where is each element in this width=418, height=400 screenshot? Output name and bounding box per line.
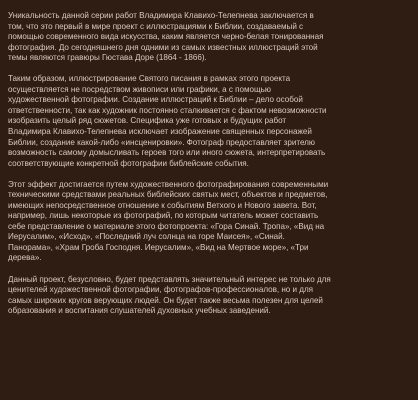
paragraph-method: Таким образом, иллюстрирование Святого писания в рамках этого проекта осуществляется не посредством живописи или графики, а с помощью художественной фотографии. Создание иллюстраций к Библии – дело особой ответственности, так как художник постоянно сталкивается с фактом невозможности изобразить целый ряд сюжетов. Специфика уже готовых и будущих работ Владимира Клавихо-Телепнева исключает изображение священных персонажей Библии, создание какой-либо «инсценировки». Фотограф предоставляет зрителю возможность самому домысливать героев того или иного сюжета, интерпретировать соответствующие конкретной фотографии библейские события. [8, 74, 327, 168]
paragraph-effect: Этот эффект достигается путем художественного фотографирования современными техническими средствами реальных библейских святых мест, объектов и предметов, имеющих непосредственное отношение к событиям Ветхого и Нового завета. Вот, например, лишь некоторые из фотографий, по которым читатель может составить себе представление о материале этого фотопроекта: «Гора Синай. Тропа», «Вид на Иерусалим», «Исход», «Последний луч солнца на горе Маисея», «Синай. Панорама», «Храм Гроба Господня. Иерусалим», «Вид на Мертвое море», «Три дерева». [8, 179, 329, 263]
paragraph-conclusion: Данный проект, безусловно, будет представлять значительный интерес не только для ценителей художественной фотографии, фотографов-профессионалов, но и для самых широких кругов верующих людей. Он будет также весьма полезен для целей образования и воспитания слушателей духовных учебных заведений. [8, 274, 331, 316]
paragraph-intro: Уникальность данной серии работ Владимира Клавихо-Телепнева заключается в том, что это первый в мире проект с иллюстрациями к Библии, создаваемый с помощью современного вида искусства, каким является черно-белая тонированная фотография. До сегодняшнего дня одними из самых известных иллюстраций этой темы являются гравюры Гюстава Доре (1864 - 1866). [8, 11, 324, 63]
